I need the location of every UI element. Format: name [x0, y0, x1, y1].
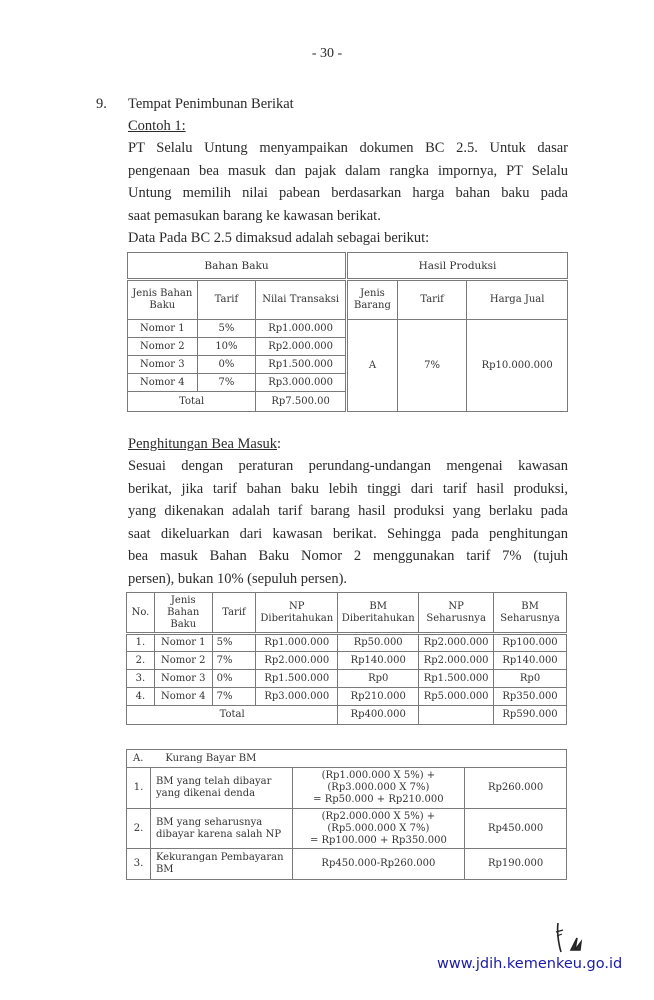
table-row	[127, 849, 567, 880]
cell: Nomor 2	[154, 652, 212, 670]
col-header: No.	[127, 593, 155, 634]
cell: Rp10.000.000	[467, 320, 568, 412]
cell: 4.	[127, 688, 155, 706]
calc-heading	[128, 433, 281, 456]
cell: Rp3.000.000	[256, 374, 346, 392]
desc-line: Kekurangan Pembayaran	[155, 852, 284, 863]
total-label: Total	[128, 392, 256, 412]
desc-line: BM	[155, 864, 174, 875]
cell: Nomor 4	[154, 688, 212, 706]
cell: Nomor 2	[128, 338, 198, 356]
cell: Rp2.000.000	[419, 634, 494, 652]
intro-line: PT Selalu Untung menyampaikan dokumen BC 2.5. Untuk dasar	[128, 140, 568, 156]
cell: Nomor 3	[128, 356, 198, 374]
row-number: 3.	[127, 849, 151, 880]
website-link[interactable]: www.jdih.kemenkeu.go.id	[437, 956, 623, 972]
calc-heading-text: Penghitungan Bea Masuk	[128, 436, 278, 452]
cell: 2.	[127, 652, 155, 670]
amount: Rp450.000	[465, 809, 567, 849]
table-row	[128, 338, 346, 356]
cell: 0%	[212, 670, 256, 688]
col-header: Tarif	[397, 280, 466, 320]
formula-line: (Rp3.000.000 X 7%)	[327, 782, 430, 793]
cell: Rp1.000.000	[256, 634, 338, 652]
total-bm-seharusnya: Rp590.000	[494, 706, 567, 725]
bahan-baku-table	[127, 252, 346, 412]
col-header: Tarif	[212, 593, 256, 634]
desc-line: yang dikenai denda	[155, 788, 256, 799]
formula-line: = Rp100.000 + Rp350.000	[309, 834, 447, 846]
section-header	[127, 750, 567, 768]
table-row	[128, 356, 346, 374]
section-letter: A.	[133, 752, 144, 764]
formula-line: (Rp1.000.000 X 5%) +	[321, 770, 436, 781]
cell: Nomor 3	[154, 670, 212, 688]
total-bm-diberitahukan: Rp400.000	[338, 706, 419, 725]
col-header: BM Seharusnya	[494, 593, 567, 634]
table-row	[128, 320, 346, 338]
desc-line: BM yang seharusnya	[155, 816, 263, 828]
col-header: Jenis Bahan Baku	[128, 280, 198, 320]
calc-line: saat dikeluarkan dari kawasan berikat. Sehingga pada penghitungan	[128, 525, 568, 542]
table-row	[127, 652, 567, 670]
bm-table	[126, 592, 567, 725]
hasil-produksi-table	[347, 252, 568, 412]
total-label: Total	[127, 706, 338, 725]
total-row	[128, 392, 346, 412]
cell: Nomor 4	[128, 374, 198, 392]
col-header: Nilai Transaksi	[256, 280, 346, 320]
total-row	[127, 706, 567, 725]
calc-line: persen), bukan 10% (sepuluh persen).	[128, 570, 348, 587]
cell: Nomor 1	[154, 634, 212, 652]
col-header: NP Diberitahukan	[256, 593, 338, 634]
cell: Rp1.000.000	[256, 320, 346, 338]
formula-line: (Rp5.000.000 X 7%)	[327, 822, 430, 834]
formula-line: Rp450.000-Rp260.000	[292, 849, 465, 880]
cell: Rp1.500.000	[256, 670, 338, 688]
col-header: NP Seharusnya	[419, 593, 494, 634]
desc-line: BM yang telah dibayar	[155, 776, 272, 787]
section-title: Kurang Bayar BM	[165, 752, 257, 764]
cell: 7%	[212, 688, 256, 706]
cell: Rp140.000	[338, 652, 419, 670]
cell: 5%	[212, 634, 256, 652]
formula-line: (Rp2.000.000 X 5%) +	[321, 810, 436, 822]
cell: Rp100.000	[494, 634, 567, 652]
row-number: 2.	[127, 809, 151, 849]
data-intro: Data Pada BC 2.5 dimaksud adalah sebagai berikut:	[128, 230, 430, 246]
page-number: - 30 -	[311, 46, 343, 61]
cell: Rp3.000.000	[256, 688, 338, 706]
cell: 3.	[127, 670, 155, 688]
cell: Rp350.000	[494, 688, 567, 706]
calc-line: berikat, jika tarif bahan baku lebih tinggi dari tarif hasil produksi,	[128, 480, 568, 497]
cell: Rp2.000.000	[256, 652, 338, 670]
intro-paragraph	[128, 137, 568, 227]
formula-line: = Rp50.000 + Rp210.000	[313, 794, 444, 805]
section-number: 9.	[96, 96, 107, 112]
cell: 5%	[197, 320, 256, 338]
calc-line: Sesuai dengan peraturan perundang-undangan mengenai kawasan	[128, 458, 568, 474]
col-header: Jenis Bahan Baku	[154, 593, 212, 634]
cell: Rp140.000	[494, 652, 567, 670]
cell: Rp2.000.000	[256, 338, 346, 356]
calc-line: yang dikenakan adalah tarif barang hasil produksi yang berlaku pada	[128, 503, 568, 519]
amount: Rp260.000	[465, 768, 567, 809]
cell: 7%	[197, 374, 256, 392]
table-row	[348, 320, 568, 412]
cell: A	[348, 320, 398, 412]
cell: Rp0	[338, 670, 419, 688]
col-header: Tarif	[197, 280, 256, 320]
intro-line: saat pemasukan barang ke kawasan berikat.	[128, 207, 381, 224]
cell: Rp0	[494, 670, 567, 688]
calc-line: bea masuk Bahan Baku Nomor 2 menggunakan tarif 7% (tujuh	[128, 548, 568, 564]
hasil-produksi-title: Hasil Produksi	[348, 253, 568, 280]
total-np-seharusnya	[419, 706, 494, 725]
cell: Rp210.000	[338, 688, 419, 706]
table-row	[127, 688, 567, 706]
section-title: Tempat Penimbunan Berikat	[128, 96, 294, 112]
table-row	[127, 670, 567, 688]
cell: Nomor 1	[128, 320, 198, 338]
cell: 1.	[127, 634, 155, 652]
cell: 7%	[212, 652, 256, 670]
kurang-bayar-table	[126, 749, 567, 880]
cell: 0%	[197, 356, 256, 374]
desc-line: dibayar karena salah NP	[155, 828, 282, 840]
signature-initials-icon	[553, 920, 593, 956]
cell: 7%	[397, 320, 466, 412]
amount: Rp190.000	[465, 849, 567, 880]
col-header: Jenis Barang	[348, 280, 398, 320]
col-header: Harga Jual	[467, 280, 568, 320]
cell: Rp50.000	[338, 634, 419, 652]
col-header: BM Diberitahukan	[338, 593, 419, 634]
table-row	[128, 374, 346, 392]
intro-line: Untung memilih nilai pabean berdasarkan harga bahan baku pada	[128, 185, 568, 201]
cell: 10%	[197, 338, 256, 356]
table-row	[127, 634, 567, 652]
cell: Rp1.500.000	[419, 670, 494, 688]
cell: Rp5.000.000	[419, 688, 494, 706]
intro-line: pengenaan bea masuk dan pajak dalam rangka impornya, PT Selalu	[128, 162, 568, 179]
table-row	[127, 809, 567, 849]
example-label: Contoh 1:	[128, 118, 186, 134]
table-row	[127, 768, 567, 809]
bahan-baku-title: Bahan Baku	[128, 253, 346, 280]
cell: Rp1.500.000	[256, 356, 346, 374]
cell: Rp2.000.000	[419, 652, 494, 670]
calc-paragraph	[128, 455, 568, 590]
total-value: Rp7.500.00	[256, 392, 346, 412]
row-number: 1.	[127, 768, 151, 809]
calc-heading-colon: :	[277, 436, 282, 452]
